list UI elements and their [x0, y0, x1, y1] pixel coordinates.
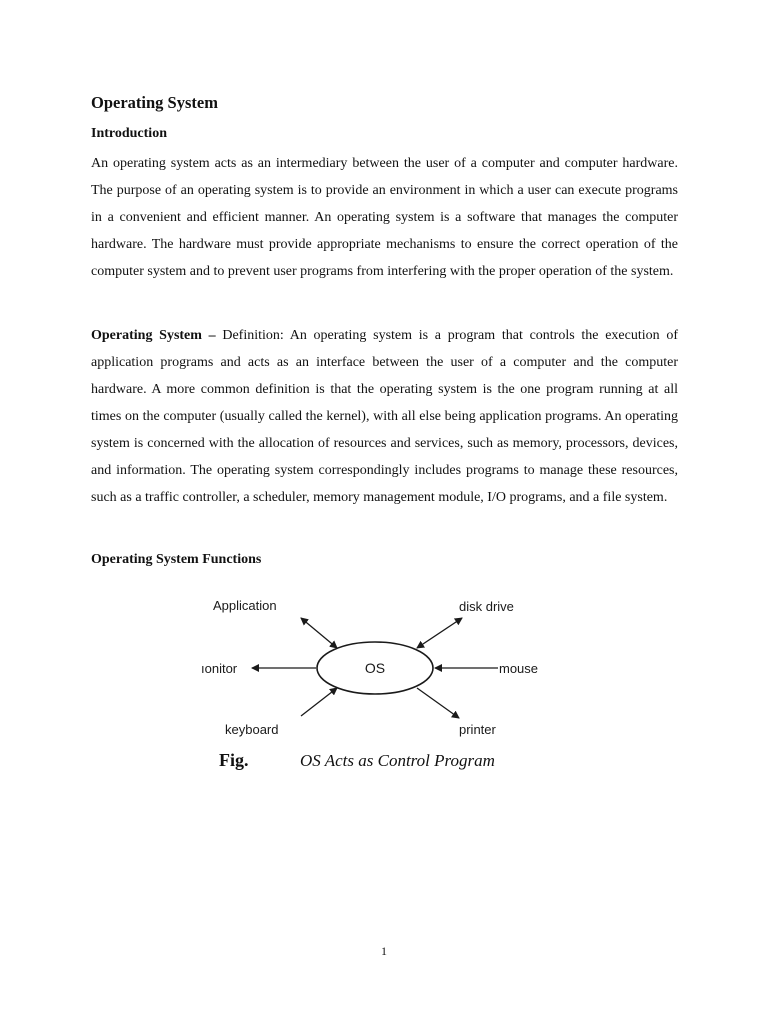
figure-caption-text: OS Acts as Control Program	[300, 751, 495, 770]
node-printer: printer	[459, 722, 496, 737]
arrow-printer	[417, 688, 459, 718]
intro-paragraph: An operating system acts as an intermediary between the user of a computer and computer hardware. The purpose of an operating system is to provide an environment in which a user can execute programs in a convenient and efficient manner. An operating system is a software that manages the computer hardware. The hardware must provide appropriate mechanisms to ensure the correct operation of the computer system and to prevent user programs from interfering with the proper operation of the system.	[91, 156, 678, 279]
arrow-application	[301, 618, 337, 648]
os-diagram	[195, 588, 565, 778]
arrow-disk-drive	[417, 618, 462, 648]
figure-caption-prefix: Fig.	[219, 750, 249, 770]
os-control-program-figure	[195, 588, 565, 778]
os-label: OS	[364, 660, 386, 676]
definition-lead: Operating System –	[91, 328, 216, 343]
node-keyboard: keyboard	[225, 722, 279, 737]
intro-heading: Introduction	[91, 126, 167, 141]
arrow-keyboard	[301, 688, 337, 716]
node-monitor: ıonitor	[201, 661, 238, 676]
definition-text: Definition: An operating system is a program that controls the execution of application programs and acts as an interface between the user of a computer and the computer hardware. A more common definition is that the operating system is the one program running at all times on the computer (usually called the kernel), with all else being application programs. An operating system is concerned with the allocation of resources and services, such as memory, processors, devices, and information. The operating system correspondingly includes programs to manage these resources, such as a traffic controller, a scheduler, memory management module, I/O programs, and a file system.	[91, 328, 678, 505]
functions-heading: Operating System Functions	[91, 552, 262, 567]
document-title: Operating System	[91, 93, 218, 112]
node-mouse: mouse	[499, 661, 539, 676]
node-disk-drive: disk drive	[459, 599, 514, 614]
definition-paragraph	[91, 322, 678, 511]
node-application: Application	[213, 598, 277, 613]
page-number: 1	[381, 944, 387, 958]
